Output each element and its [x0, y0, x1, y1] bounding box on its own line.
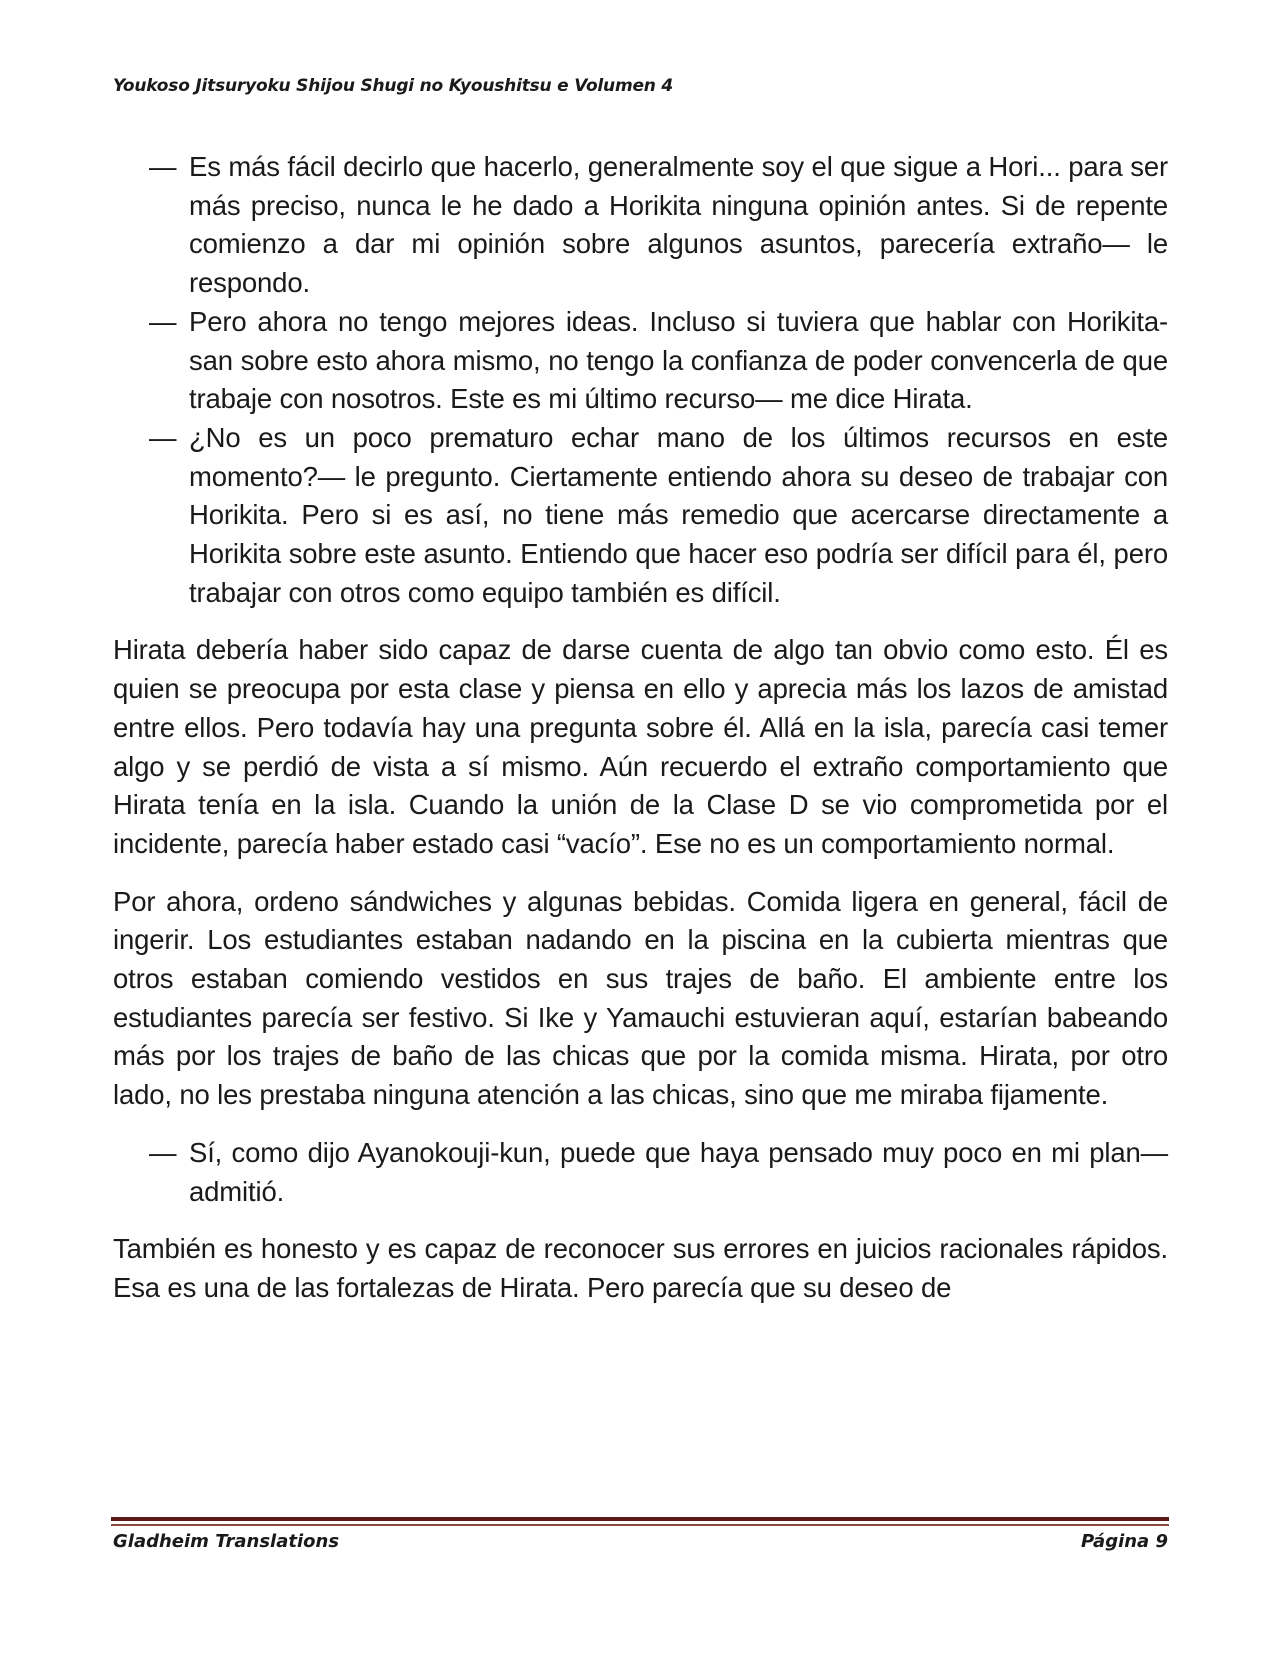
footer-credit: Gladheim Translations: [113, 1531, 340, 1552]
dialogue-text: Sí, como dijo Ayanokouji-kun, puede que haya pensado muy poco en mi plan— admitió.: [189, 1136, 1168, 1207]
dialogue-text: Pero ahora no tengo mejores ideas. Incluso si tuviera que hablar con Horikita-san sobre esto ahora mismo, no tengo la confianza de poder convencerla de que trabaje con nosotros. Este es mi último recurso— me dice Hirata.: [189, 305, 1168, 415]
dialogue-dash: —: [149, 421, 177, 453]
dialogue-line: [113, 303, 1168, 419]
footer-divider: [111, 1517, 1169, 1521]
dialogue-dash: —: [149, 151, 177, 182]
dialogue-line: [113, 148, 1168, 303]
dialogue-line: [113, 1134, 1168, 1211]
page-body: [113, 148, 1168, 1308]
body-paragraph: Hirata debería haber sido capaz de darse cuenta de algo tan obvio como esto. Él es quien se preocupa por esta clase y piensa en ello y aprecia más los lazos de amistad entre ellos. Pero todavía hay una pregunta sobre él. Allá en la isla, parecía casi temer algo y se perdió de vista a sí mismo. Aún recuerdo el extraño comportamiento que Hirata tenía en la isla. Cuando la unión de la Clase D se vio comprometida por el incidente, parecía haber estado casi “vacío”. Ese no es un comportamiento normal.: [113, 634, 1168, 859]
body-paragraph: También es honesto y es capaz de reconocer sus errores en juicios racionales rápidos. Esa es una de las fortalezas de Hirata. Pero parecía que su deseo de: [113, 1233, 1168, 1303]
dialogue-line: [113, 419, 1168, 613]
running-header: Youkoso Jitsuryoku Shijou Shugi no Kyoushitsu e Volumen 4: [113, 76, 674, 96]
page-number: Página 9: [1081, 1531, 1168, 1552]
footer-divider-thin: [111, 1524, 1169, 1526]
dialogue-text: ¿No es un poco prematuro echar mano de los últimos recursos en este momento?— le pregunto. Ciertamente entiendo ahora su deseo de trabajar con Horikita. Pero si es así, no tiene más remedio que acercarse directamente a Horikita sobre este asunto. Entiendo que hacer eso podría ser difícil para él, pero trabajar con otros como equipo también es difícil.: [189, 421, 1168, 608]
dialogue-text: Es más fácil decirlo que hacerlo, generalmente soy el que sigue a Hori... para ser más preciso, nunca le he dado a Horikita ninguna opinión antes. Si de repente comienzo a dar mi opinión sobre algunos asuntos, parecería extraño— le respondo.: [189, 151, 1168, 299]
dialogue-dash: —: [149, 305, 177, 337]
body-paragraph: Por ahora, ordeno sándwiches y algunas bebidas. Comida ligera en general, fácil de ingerir. Los estudiantes estaban nadando en la piscina en la cubierta mientras que otros estaban comiendo vestidos en sus trajes de baño. El ambiente entre los estudiantes parecía ser festivo. Si Ike y Yamauchi estuvieran aquí, estarían babeando más por los trajes de baño de las chicas que por la comida misma. Hirata, por otro lado, no les prestaba ninguna atención a las chicas, sino que me miraba fijamente.: [113, 885, 1168, 1111]
dialogue-dash: —: [149, 1136, 177, 1168]
